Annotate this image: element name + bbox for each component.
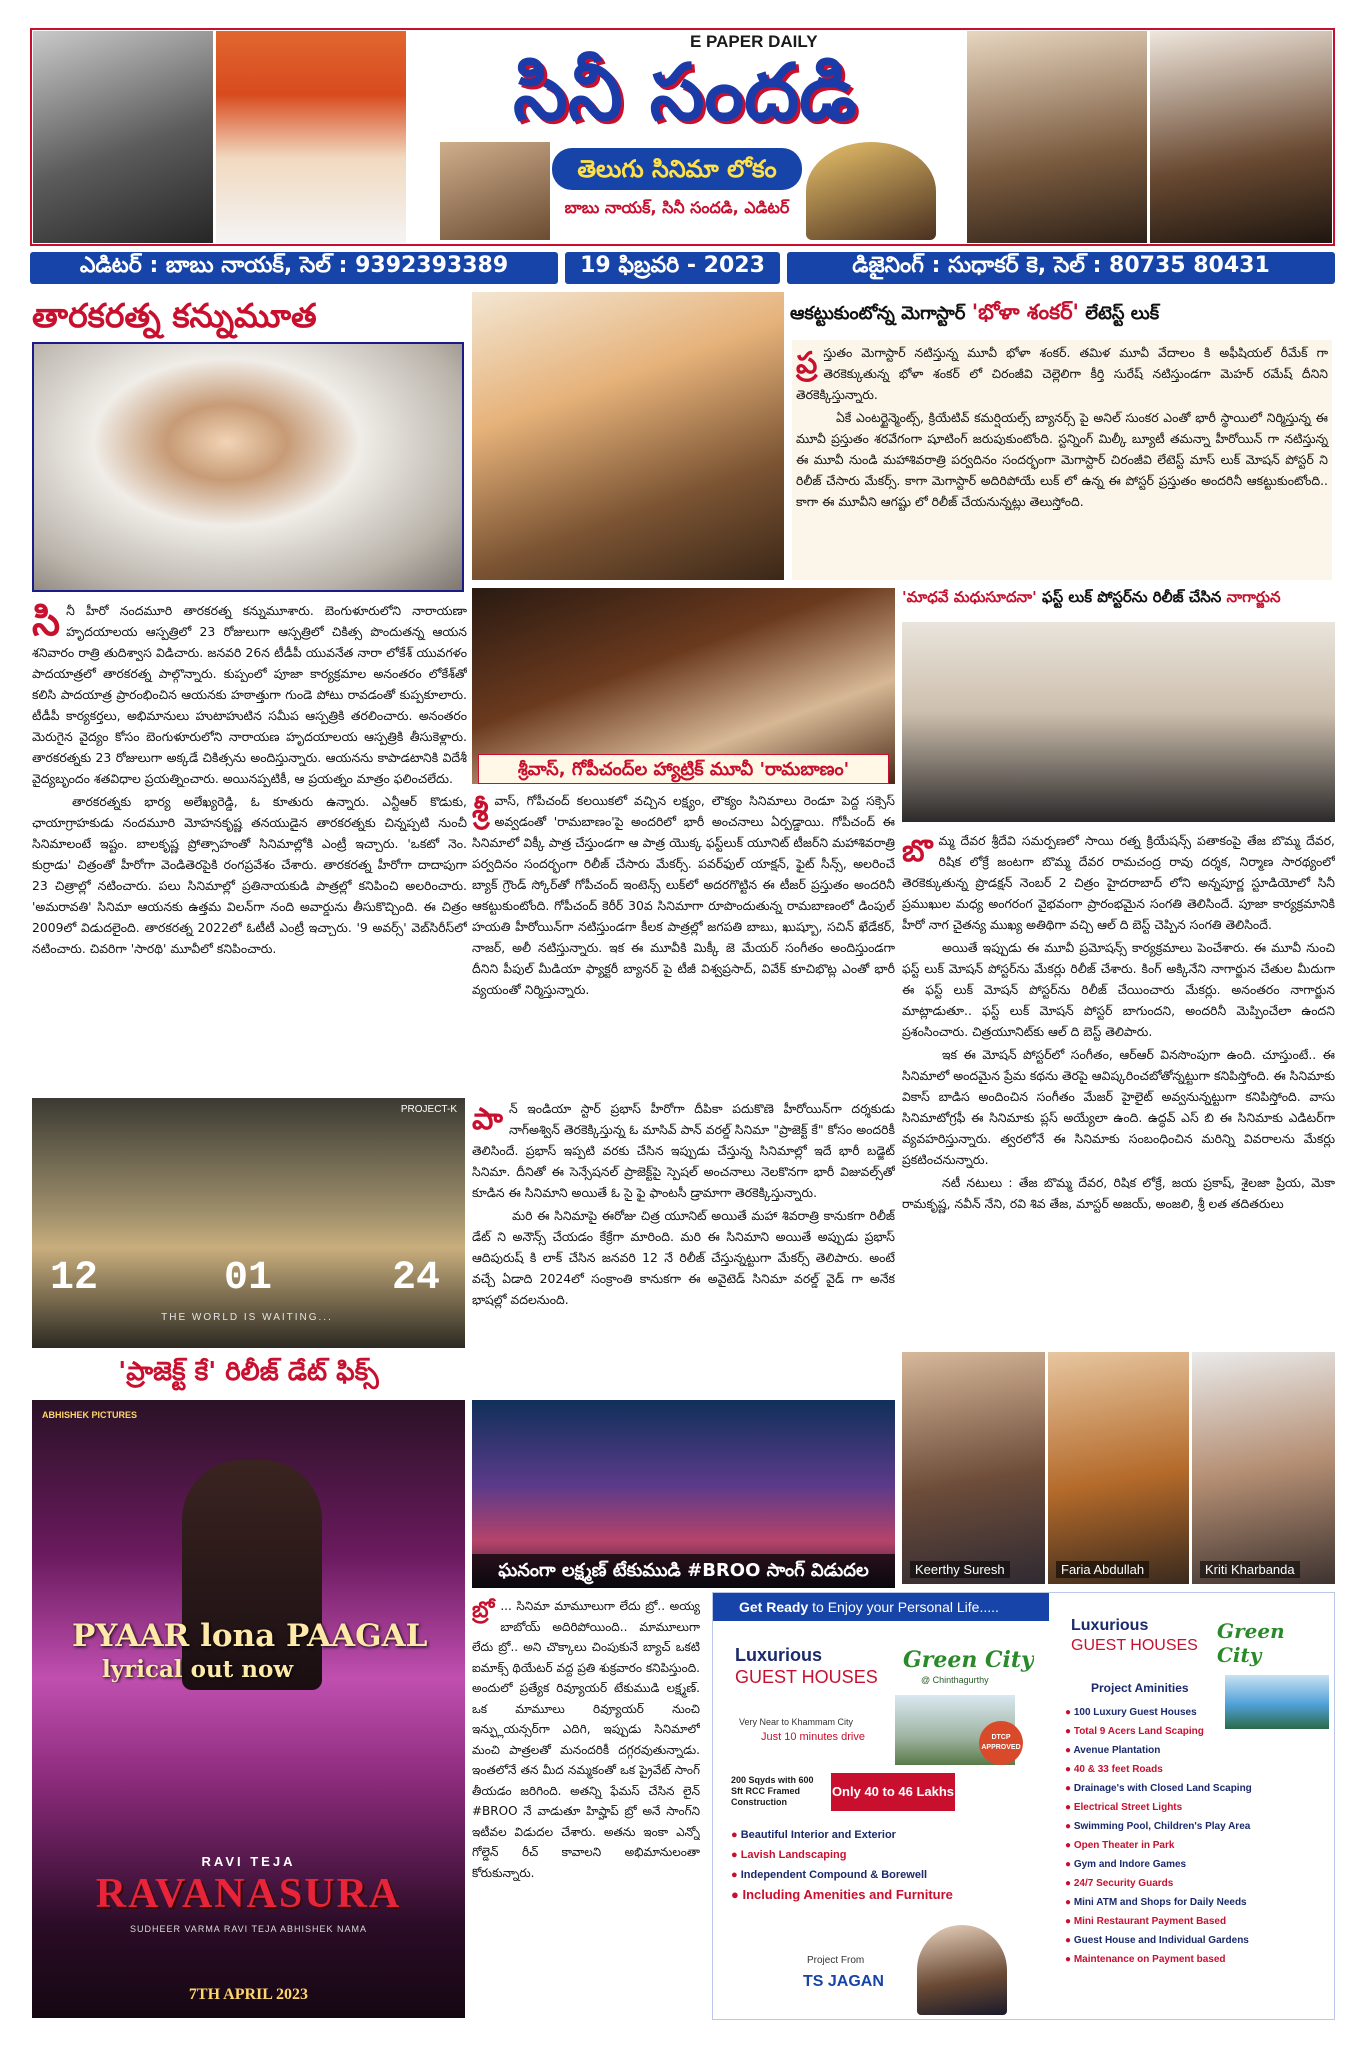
ad-near: Very Near to Khammam City (739, 1717, 854, 1727)
madhava-headline-post: నాగార్జున (1226, 588, 1281, 606)
ad-right-panel (1057, 1595, 1332, 2017)
ad-sqyds: 200 Sqyds with 600 Sft RCC Framed Construction (731, 1775, 814, 1807)
projectk-poster (32, 1098, 465, 1348)
ravanasura-credits: SUDHEER VARMA RAVI TEJA ABHISHEK NAMA (129, 1924, 368, 1934)
ad-top-banner (713, 1593, 1049, 1621)
masthead-subtitle: తెలుగు సినిమా లోకం (552, 148, 802, 190)
projectk-poster-tag: PROJECT-K (400, 1104, 457, 1115)
leader-photo (216, 31, 406, 243)
ad-approved-seal: DTCP APPROVED (979, 1721, 1023, 1765)
madhava-paragraph-2: అయితే ఇప్పుడు ఈ మూవీ ప్రమోషన్స్ కార్యక్రమాలు పెంచేశారు. ఈ మూవీ నుంచి ఫస్ట్ లుక్ మోషన్ పోస్టర్‌ను మేకర్లు రిలీజ్ చేశారు. కింగ్ అక్కినేని నాగార్జున చేతుల మీదుగా ఈ ఫస్ట్ లుక్ మోషన్ పోస్టర్‌ను రిలీజ్ చేయించారు మేకర్లు. అనంతరం నాగార్జున మాట్లాడుతూ.. ఫస్ట్ లుక్ మోషన్ పోస్టర్ బాగుందని, అందరినీ మెప్పించేలా ఉందని ప్రశంసించారు. చిత్రయూనిట్‌కు ఆల్ ది బెస్ట్ తెలిపారు. (902, 940, 1335, 1039)
bhola-poster (472, 292, 784, 580)
tarakaratna-photo (32, 342, 464, 592)
broo-paragraph-1: ... సినిమా మామూలుగా లేదు బ్రో.. అయ్య బాబోయ్ అదిరిపోయింది.. మామూలుగా లేదు బ్రో.. అని చొక్కాలు చింపుకునే బ్యాచ్ ఒకటి ఐమాక్స్ థియేటర్ వద్ద ప్రతి శుక్రవారం కనిపిస్తుంది. అందులో ప్రత్యేక రివ్యూయర్ టేకుముడి లక్ష్మణ్. ఒక మామూలు రివ్యూయర్ నుంచి ఇన్ఫ్లుయన్సర్‌గా ఎదిగి, ఇప్పుడు సినిమాలో మంచి పాత్రలతో మనందరికీ దగ్గరవుతున్నాడు. ఇంతలోనే తన మీద నమ్మకంతో ఒక ప్రైవేట్ సాంగ్ తీయడం జరిగింది. అతన్ని ఫేమస్ చేసిన లైన్ #BROO నే వాడుతూ హిప్హాప్ బ్రో అనే సాంగ్‌ని ఇటీవల విడుదల చేశారు. అతను ఇంకా ఎన్నో గోల్డెన్ రీచ్ కావాలని అభిమానులంతా కోరుకున్నారు. (472, 1599, 700, 1880)
ramabanam-paragraph-1: వాస్, గోపీచంద్ కలయికలో వచ్చిన లక్ష్యం, లౌక్యం సినిమాలు రెండూ పెద్ద సక్సెస్ అవ్వడంతో 'రామబాణం'పై అందరిలో భారీ అంచనాలు ఏర్పడ్డాయి. గోపీచంద్ ఈ సినిమాలో విక్కీ పాత్ర చేస్తుండగా ఆ పాత్ర యొక్క ఫస్ట్‌లుక్ యూనిట్ టీజర్‌ని మహాశివరాత్రి పర్వదినం సందర్భంగా రిలీజ్ చేసారు మేకర్స్. పవర్‌ఫుల్ యాక్షన్, ఫైట్ సీన్స్, అలరించే బ్యాక్ గ్రౌండ్ స్కోర్‌తో గోపీచంద్ ఇంటెన్స్ లుక్‌లో అదరగొట్టిన ఈ టీజర్ ప్రస్తుతం అందరినీ ఆకట్టుకుంటోంది. గోపీచంద్ కెరీర్ 30వ సినిమాగా రూపొందుతున్న రామబాణంలో డింపుల్ హయతి హీరోయిన్‌గా నటిస్తుండగా కీలక పాత్రల్లో జగపతి బాబు, ఖుష్బూ, సచిన్ ఖేడేకర్, నాజర్, అలీ నటిస్తున్నారు. ఇక ఈ మూవీకి మిక్కీ జె మేయర్ సంగీతం అందిస్తుండగా దీనిని పీపుల్ మీడియా ఫ్యాక్టరీ బ్యానర్ పై టీజీ విశ్వప్రసాద్, వివేక్ కూచిభొట్ల ఎంతో భారీ వ్యయంతో నిర్మిస్తున్నారు. (472, 793, 895, 997)
ramabanam-caption: శ్రీవాస్, గోపీచంద్‌ల హ్యాట్రిక్ మూవీ 'రామబాణం' (478, 754, 889, 784)
broo-dropcap: బ్రో (472, 1598, 495, 1623)
projectk-paragraph-1: న్ ఇండియా స్టార్ ప్రభాస్ హీరోగా దీపికా పదుకొణె హీరోయిన్‌గా దర్శకుడు నాగ్‌అశ్విన్ తెరకెక్కిస్తున్న ఓ మాసివ్ పాన్ వరల్డ్ సినిమా "ప్రాజెక్ట్ కే" కోసం అందరికీ తెలిసిందే. ప్రభాస్ ఇప్పటి వరకు చేసిన ఇప్పుడు చేస్తున్న సినిమాల్లో ఇదే భారీ బడ్జెట్ సినిమా. దీనితో ఈ సెన్సేషనల్ ప్రాజెక్ట్‌పై స్పెషల్ అంచనాలు నెలకొనగా భారీ విజువల్స్‌తో కూడిన ఈ సినిమాని అయితే ఓ సై ఫై ఫాంటసీ డ్రామాగా తెరకెక్కిస్తున్నారు. (472, 1101, 895, 1200)
masthead-title: సినీ సందడి (513, 48, 857, 138)
ad-amenity: ● 24/7 Security Guards (1065, 1874, 1325, 1893)
ad-amenity: ● 40 & 33 feet Roads (1065, 1760, 1325, 1779)
actress-kriti-photo (1192, 1352, 1335, 1584)
actress-keerthy-photo (902, 1352, 1045, 1584)
ad-brand: Green City (903, 1647, 1034, 1673)
projectk-dropcap: పా (472, 1102, 503, 1137)
ad-feature: ● Lavish Landscaping (731, 1845, 961, 1865)
tarakaratna-article (32, 600, 467, 1092)
bhola-article (792, 340, 1332, 580)
ad-amenities-list (1065, 1703, 1325, 1969)
tarakaratna-paragraph-1: నీ హీరో నందమూరి తారకరత్న కన్నుమూశారు. బెంగుళూరులోని నారాయణా హృదయాలయ ఆస్పత్రిలో 23 రోజులుగా ఆస్పత్రిలో చికిత్స పొందుతన్న ఆయన శనివారం రాత్రి తుదిశ్వాస విడిచారు. జనవరి 26న టీడీపీ యువనేత నారా లోకేశ్ యువగళం పాదయాత్రలో తారకరత్న పాల్గొన్నారు. కుప్పంలో పూజా కార్యక్రమాల అనంతరం లోకేశ్‌తో కలిసి పాదయాత్ర ప్రారంభించిన ఆయనకు హఠాత్తుగా గుండె పోటు రావడంతో కుప్పకూలారు. టీడీపీ కార్యకర్తలు, అభిమానులు హుటాహుటిన సమీప ఆస్పత్రికి తరలించారు. అనంతరం మెరుగైన వైద్యం కోసం బెంగుళూరులోని నారాయణ హృదయాలయ ఆస్పత్రికి తీసుకెళ్లారు. తారకరత్నకు 23 రోజులుగా అక్కడే చికిత్సను అందిస్తున్నారు. ఆయనను కాపాడటానికి విదేశీ వైద్యబృందం శతవిధాల ప్రయత్నించారు. అయినప్పటికీ, ఆ ప్రయత్నం మాత్రం ఫలించలేదు. (32, 603, 467, 786)
bhola-headline (790, 300, 1335, 334)
ad-jagan: TS JAGAN (803, 1973, 884, 1990)
ravanasura-star: RAVI TEJA (201, 1854, 296, 1869)
bhola-headline-mid: 'భోళా శంకర్' (971, 300, 1079, 324)
bhola-dropcap: ప్ర (796, 346, 818, 381)
ad-left-panel (721, 1625, 1047, 2015)
director-photo (1150, 31, 1332, 243)
ad-project-from: Project From (807, 1955, 865, 1966)
ad-amenity: ● Guest House and Individual Gardens (1065, 1931, 1325, 1950)
ad-guest-houses: GUEST HOUSES (735, 1667, 878, 1687)
actress-kriti-label: Kriti Kharbanda (1200, 1561, 1300, 1578)
ad-amenity: ● Mini ATM and Shops for Daily Needs (1065, 1893, 1325, 1912)
ad-feature: ● Including Amenities and Furniture (731, 1885, 961, 1905)
ad-drive: Just 10 minutes drive (761, 1731, 865, 1743)
ravanasura-lyrical-sub: lyrical out now (102, 1656, 294, 1683)
ad-price: Only 40 to 46 Lakhs (831, 1773, 955, 1811)
madhava-headline-mid: ఫస్ట్ లుక్ పోస్టర్‌ను రిలీజ్ చేసిన (1041, 588, 1227, 606)
broo-article (472, 1596, 700, 2020)
ad-features (731, 1825, 961, 1905)
actress-faria-photo (1048, 1352, 1189, 1584)
ad-top-bold: Get Ready (739, 1599, 809, 1615)
ad-right-luxurious: Luxurious (1071, 1617, 1149, 1634)
ad-top-rest: to Enjoy your Personal Life..... (808, 1599, 999, 1615)
actress-faria-label: Faria Abdullah (1056, 1561, 1149, 1578)
projectk-poster-text: THE WORLD IS WAITING... (161, 1312, 333, 1323)
ad-amenity: ● Open Theater in Park (1065, 1836, 1325, 1855)
bhola-headline-post: లేటెస్ట్ లుక్ (1078, 303, 1160, 324)
editor-photo (806, 142, 936, 240)
madhava-headline-pre: 'మాధవే మధుసూదనా' (902, 588, 1042, 606)
ravanasura-title: RAVANASURA (95, 1871, 402, 1917)
ad-amenity: ● Electrical Street Lights (1065, 1798, 1325, 1817)
masthead-editor-line: బాబు నాయక్, సినీ సందడి, ఎడిటర్ (564, 198, 790, 217)
ad-amenity: ● Avenue Plantation (1065, 1741, 1325, 1760)
broo-caption: ఘనంగా లక్ష్మణ్ టేకుముడి #BROO సాంగ్ విడుదల (472, 1554, 895, 1588)
madhava-headline (902, 588, 1335, 620)
ramabanam-dropcap: శ్రీ (472, 794, 489, 829)
tarakaratna-paragraph-2: తారకరత్నకు భార్య అలేఖ్యరెడ్డి, ఓ కూతురు ఉన్నారు. ఎన్టీఆర్ కొడుకు, ఛాయాగ్రాహకుడు నందమూరి మోహనకృష్ణ తనయుడైన తారకరత్నకు చిన్నప్పటి నుంచీ సినిమాలంటే ఇష్టం. బాలకృష్ణ ప్రోత్సాహంతో సినిమాల్లోకి ఎంట్రీ ఇచ్చారు. 'ఒకటో నెం. కుర్రాడు' చిత్రంతో హీరోగా వెండితెరపైకి రంగప్రవేశం చేశారు. తారకరత్న హీరోగా దాదాపుగా 23 చిత్రాల్లో నటించారు. పలు సినిమాల్లో ప్రతినాయకుడి పాత్రల్లో కనిపించి అలరించారు. 'అమరావతి' సినిమా ఆయనకు ఉత్తమ విలన్‌గా నంది అవార్డును తీసుకొచ్చింది. ఈ చిత్రం 2009లో విడుదలైంది. తారకరత్న 2022లో ఓటీటీ ఎంట్రీ ఇచ్చారు. '9 అవర్స్' వెబ్‌సిరీస్‌లో నటించారు. చివరిగా 'సారథి' మూవీలో కనిపించారు. (32, 794, 467, 956)
ad-amenity: ● Swimming Pool, Children's Play Area (1065, 1817, 1325, 1836)
chiranjeevi-photo (33, 31, 213, 243)
ravanasura-lyrical-title: PYAAR lona PAAGAL (72, 1618, 428, 1654)
ad-feature: ● Independent Compound & Borewell (731, 1865, 961, 1885)
ad-amenity: ● 100 Luxury Guest Houses (1065, 1703, 1325, 1722)
tarakaratna-headline: తారకరత్న కన్నుమూత (32, 296, 317, 335)
bhola-paragraph-1: స్తుతం మెగాస్టార్ నటిస్తున్న మూవీ భోళా శంకర్. తమిళ మూవీ వేదాలం కి అఫీషియల్ రీమేక్ గా తెరకెక్కుతున్న భోళా శంకర్ లో చిరంజీవి చెల్లెలిగా కీర్తి సురేష్ నటిస్తుండగా మెహర్ రమేష్ దీనిని తెరకెక్కిస్తున్నారు. (796, 345, 1328, 402)
ramabanam-article (472, 790, 895, 1090)
ravanasura-poster (32, 1400, 465, 2018)
ad-right-guest-houses: GUEST HOUSES (1071, 1637, 1198, 1654)
ad-amenity: ● Total 9 Acers Land Scaping (1065, 1722, 1325, 1741)
projectk-paragraph-2: మరి ఈ సినిమాపై ఈరోజు చిత్ర యూనిట్ అయితే మహా శివరాత్రి కానుకగా రిలీజ్ డేట్ ని అనౌన్స్ చేయడం కేక్రేగా మారింది. మరి ఈ సినిమాని అయితే అప్పుడు ప్రభాస్ ఆదిపురుష్ కి లాక్ చేసిన జనవరి 12 నే రిలీజ్ చేస్తున్నట్టుగా మేకర్స్ తెలిపారు. అంటే వచ్చే ఏడాది 2024లో సంక్రాంతి కానుకగా ఈ అవైటెడ్ సినిమా వరల్డ్ వైడ్ గా అనేక భాషల్లో వదలనుంది. (472, 1208, 895, 1307)
projectk-poster-date-year: 24 (392, 1256, 441, 1301)
ad-amenities-title: Project Aminities (1091, 1681, 1189, 1695)
ad-feature: ● Beautiful Interior and Exterior (731, 1825, 961, 1845)
edition-date: 19 ఫిబ్రవరి - 2023 (565, 252, 780, 284)
ravanasura-brand: ABHISHEK PICTURES (42, 1410, 138, 1420)
ad-amenity: ● Gym and Indore Games (1065, 1855, 1325, 1874)
ad-amenity: ● Mini Restaurant Payment Based (1065, 1912, 1325, 1931)
bhola-paragraph-2: ఏకే ఎంటర్టైన్మెంట్స్, క్రియేటివ్ కమర్షియల్స్ బ్యానర్స్ పై అనిల్ సుంకర ఎంతో భారీ స్థాయిలో నిర్మిస్తున్న ఈ మూవీ ప్రస్తుతం శరవేగంగా షూటింగ్ జరుపుకుంటోంది. స్టన్నింగ్ మిల్కీ బ్యూటీ తమన్నా హీరోయిన్ గా నటిస్తున్న ఈ మూవీ నుండి మహాశివరాత్రి పర్వదినం సందర్భంగా మెగాస్టార్ చిరంజీవి లేటెస్ట్ మాస్ లుక్ మోషన్ పోస్టర్ ని రిలీజ్ చేసారు మేకర్స్. కాగా మెగాస్టార్ అదిరిపోయే లుక్ లో ఉన్న ఈ పోస్టర్ ప్రస్తుతం అందరినీ ఆకట్టుకుంటోంది.. కాగా ఈ మూవీని ఆగష్టు లో రిలీజ్ చేయనున్నట్లు తెలుస్తోంది. (796, 410, 1328, 509)
designer-contact: డిజైనింగ్ : సుధాకర్ కె, సెల్ : 80735 80431 (787, 252, 1335, 284)
ad-luxurious: Luxurious (735, 1645, 823, 1665)
ad-amenity: ● Maintenance on Payment based (1065, 1950, 1325, 1969)
masthead-tagline: E PAPER DAILY (690, 32, 818, 51)
green-city-ad (712, 1592, 1335, 2020)
ad-jagan-photo (917, 1925, 1007, 2015)
madhava-dropcap: బొ (902, 834, 933, 869)
ad-right-brand: Green City (1217, 1619, 1285, 1667)
projectk-caption: 'ప్రాజెక్ట్ కే' రిలీజ్ డేట్ ఫిక్స్ (32, 1350, 465, 1394)
producer-photo (967, 31, 1147, 243)
bhola-headline-pre: ఆకట్టుకుంటోన్న మెగాస్టార్ (790, 303, 972, 324)
masthead-photo-left (440, 142, 550, 240)
madhava-paragraph-1: మ్మ దేవర శ్రీదేవి సమర్పణలో సాయి రత్న క్రియేషన్స్ పతాకంపై తేజ బొమ్మ దేవర, రిషిక లోక్రే జంటగా బొమ్మ దేవర రామచంద్ర రావు దర్శక, నిర్మాణ సారథ్యంలో తెరకెక్కుతున్న ప్రొడక్షన్ నెంబర్ 2 చిత్రం హైదరాబాద్ లోని అన్నపూర్ణ స్టూడియోలో సినీ ప్రముఖుల మధ్య అంగరంగ వైభవంగా ప్రారంభమైన సంగతి తెలిసిందే. పూజా కార్యక్రమానికి హీరో నాగ చైతన్య ముఖ్య అతిథిగా వచ్చి ఆల్ ది బెస్ట్ చెప్పిన సంగతి తెలిసిందే. (902, 833, 1335, 932)
ad-amenity: ● Drainage's with Closed Land Scaping (1065, 1779, 1325, 1798)
ravanasura-release: 7TH APRIL 2023 (188, 1986, 309, 2003)
projectk-article (472, 1098, 895, 1394)
madhava-article (902, 830, 1335, 1350)
madhava-paragraph-4: నటీ నటులు : తేజ బొమ్మ దేవర, రిషిక లోక్రే, జయ ప్రకాష్, శైలజా ప్రియ, మెకా రామకృష్ణ, నవీన్ నేని, రవి శివ తేజ, మాస్టర్ అజయ్, అంజలి, శ్రీ లత తదితరులు (902, 1175, 1335, 1211)
actress-keerthy-label: Keerthy Suresh (910, 1561, 1010, 1578)
tarakaratna-dropcap: సి (32, 600, 61, 645)
editor-contact: ఎడిటర్ : బాబు నాయక్, సెల్ : 9392393389 (30, 252, 558, 284)
projectk-poster-date-month: 01 (224, 1256, 273, 1301)
madhava-paragraph-3: ఇక ఈ మోషన్ పోస్టర్‌లో సంగీతం, ఆర్‌ఆర్ వినసొంపుగా ఉంది. చూస్తుంటే.. ఈ సినిమాలో అందమైన ప్రేమ కథను తెరపై ఆవిష్కరించబోతోన్నట్టుగా కనిపిస్తోంది. ఈ సినిమాకు వికాస్ బాడిస అందించిన సంగీతం మేజర్ హైలైట్ అవ్వనున్నట్టుగా కనిపిస్తోంది. వాసు సినిమాటోగ్రఫీ ఈ సినిమాకు ప్లస్ అయ్యేలా ఉంది. ఉద్ధవ్ ఎస్ బి ఈ సినిమాకు ఎడిటర్‌గా వ్యవహరిస్తున్నారు. త్వరలోనే ఈ సినిమాకు సంబంధించిన మరిన్ని వివరాలను మేకర్లు ప్రకటించనున్నారు. (902, 1047, 1335, 1167)
projectk-poster-date-day: 12 (50, 1256, 99, 1301)
madhava-photo (902, 622, 1335, 822)
ad-brand-sub: @ Chinthagurthy (921, 1675, 989, 1685)
